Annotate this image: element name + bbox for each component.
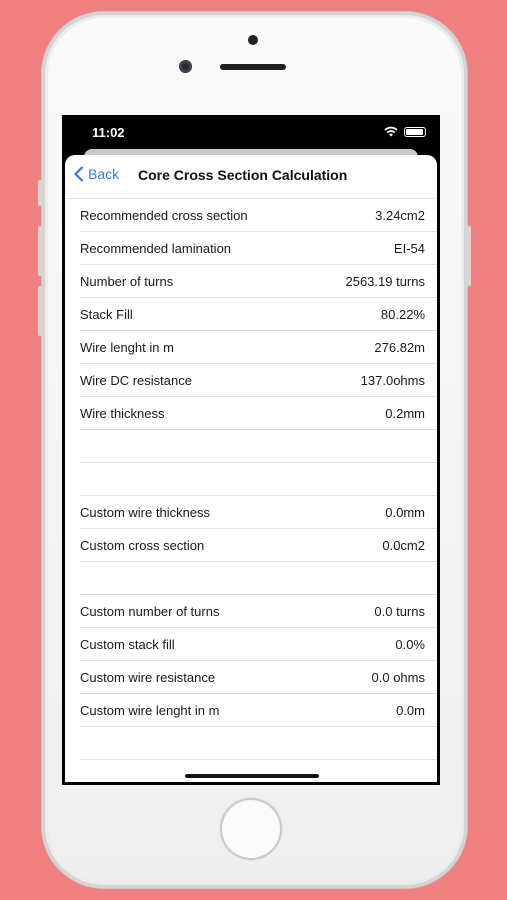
back-button[interactable] <box>73 166 119 182</box>
row-custom-stack-fill <box>80 628 437 661</box>
row-wire-dc-resistance <box>80 364 437 397</box>
row-empty <box>80 562 437 595</box>
row-number-of-turns <box>80 265 437 298</box>
row-value: 0.0mm <box>385 504 425 520</box>
row-custom-wire-resistance <box>80 661 437 694</box>
row-value: 3.24cm2 <box>375 207 425 223</box>
wifi-icon <box>384 126 398 137</box>
speaker-icon <box>220 64 286 70</box>
row-custom-number-of-turns <box>80 595 437 628</box>
row-recommended-lamination <box>80 232 437 265</box>
row-wire-length <box>80 331 437 364</box>
front-camera-icon <box>179 60 192 73</box>
back-label: Back <box>88 166 120 182</box>
row-value: 276.82m <box>374 339 425 355</box>
row-value: 0.0 ohms <box>371 669 425 685</box>
status-time: 11:02 <box>92 125 125 140</box>
row-label: Wire DC resistance <box>80 372 192 388</box>
row-value: 0.0 turns <box>374 603 425 619</box>
row-value: 0.0% <box>395 636 425 652</box>
home-button-icon[interactable] <box>220 798 282 860</box>
power-button <box>467 226 471 286</box>
row-value: 0.0cm2 <box>382 537 425 553</box>
row-label: Custom wire thickness <box>80 504 211 520</box>
row-label: Custom wire lenght in m <box>80 702 220 718</box>
row-value: EI-54 <box>393 240 425 256</box>
battery-icon <box>404 127 426 137</box>
row-label: Custom number of turns <box>80 603 220 619</box>
row-label: Stack Fill <box>80 306 133 322</box>
status-icons <box>384 126 426 137</box>
row-custom-wire-length <box>80 694 437 727</box>
row-empty <box>80 727 437 760</box>
status-bar <box>62 115 440 153</box>
row-custom-cross-section <box>80 529 437 562</box>
row-label: Recommended lamination <box>80 240 232 256</box>
row-custom-wire-thickness <box>80 496 437 529</box>
chevron-left-icon <box>73 166 84 182</box>
row-label: Custom cross section <box>80 537 205 553</box>
row-recommended-cross-section <box>80 199 437 232</box>
row-value: 0.0m <box>396 702 425 718</box>
volume-up-button <box>38 226 42 276</box>
row-empty <box>80 463 437 496</box>
phone-frame <box>42 12 467 888</box>
row-value: 2563.19 turns <box>345 273 425 289</box>
navigation-bar <box>65 155 437 199</box>
home-indicator[interactable] <box>185 774 319 778</box>
row-value: 80.22% <box>380 306 425 322</box>
row-value: 137.0ohms <box>360 372 425 388</box>
row-wire-thickness <box>80 397 437 430</box>
results-list <box>80 199 437 760</box>
row-label: Custom stack fill <box>80 636 175 652</box>
row-empty <box>80 430 437 463</box>
row-label: Wire lenght in m <box>80 339 174 355</box>
mute-switch <box>38 180 42 206</box>
modal-sheet <box>65 155 437 782</box>
row-label: Recommended cross section <box>80 207 248 223</box>
page-title: Core Cross Section Calculation <box>138 167 348 183</box>
row-label: Wire thickness <box>80 405 165 421</box>
row-label: Number of turns <box>80 273 174 289</box>
row-stack-fill <box>80 298 437 331</box>
volume-down-button <box>38 286 42 336</box>
screen <box>62 115 440 785</box>
row-label: Custom wire resistance <box>80 669 216 685</box>
row-value: 0.2mm <box>385 405 425 421</box>
camera-icon <box>248 35 258 45</box>
